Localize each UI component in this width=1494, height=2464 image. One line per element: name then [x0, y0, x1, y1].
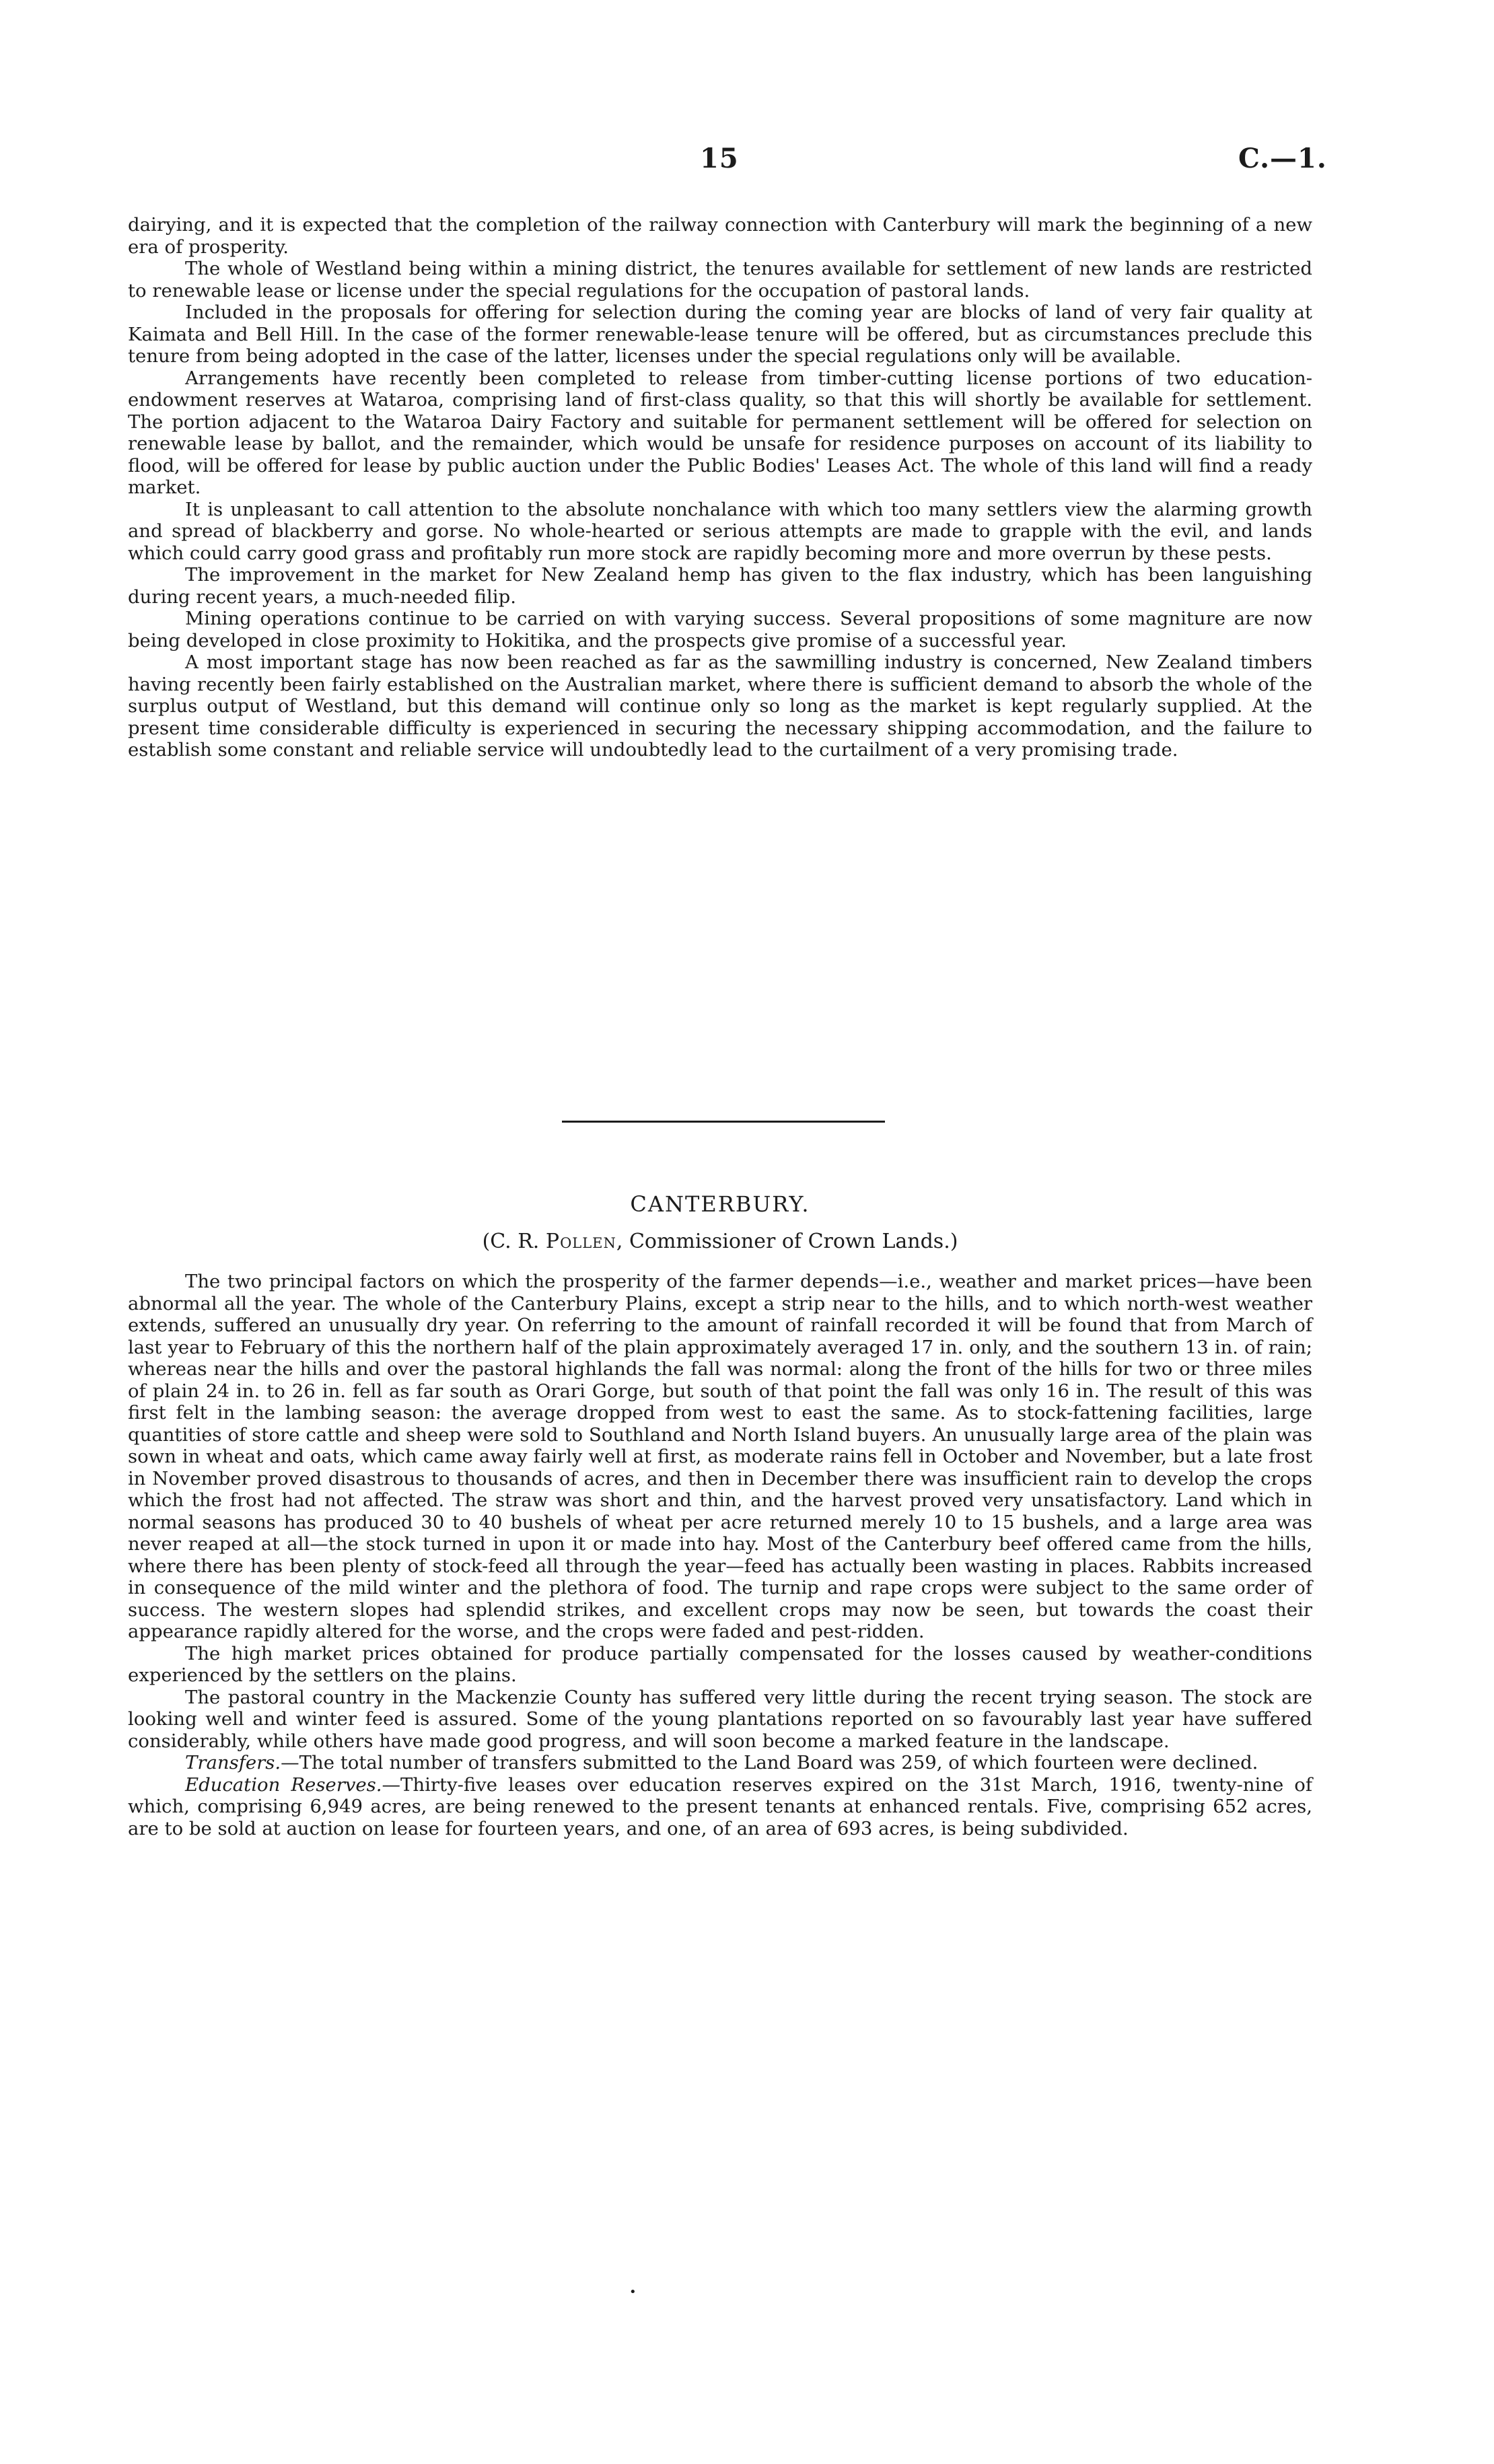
printer-mark: • [629, 2285, 637, 2299]
westland-report-section [128, 214, 1312, 761]
education-reserves-text: —Thirty-five leases over education reserves expired on the 31st March, 1916, twenty-nine of which, comprising 6,949 acres, are being renewed to the present tenants at enhanced rentals. Five, comprising 652 acres, are to be sold at auction on lease for fourteen years, and one, of an area of 693 acres, is being subdivided. [128, 1773, 1313, 1839]
paragraph: dairying, and it is expected that the completion of the railway connection with Canterbury will mark the beginning of a new era of prosperity. [128, 214, 1312, 258]
commissioner-surname: Pollen [545, 1230, 616, 1253]
paragraph: A most important stage has now been reached as far as the sawmilling industry is concerned, New Zealand timbers having recently been fairly established on the Australian market, where there is sufficient demand to absorb the whole of the surplus output of Westland, but this demand will continue only so long as the market is kept regularly supplied. At the present time considerable difficulty is experienced in securing the necessary shipping accommodation, and the failure to establish some constant and reliable service will undoubtedly lead to the curtailment of a very promising trade. [128, 652, 1312, 761]
paragraph: The high market prices obtained for produce partially compensated for the losses caused by weather-conditions experienced by the settlers on the plains. [128, 1642, 1312, 1686]
transfers-paragraph [128, 1752, 1312, 1774]
section-heading-canterbury: CANTERBURY. [630, 1191, 810, 1217]
commissioner-line [128, 1230, 1312, 1253]
paragraph: Included in the proposals for offering for selection during the coming year are blocks of land of very fair quality at Kaimata and Bell Hill. In the case of the former renewable-lease tenure will be offered, but as circumstances preclude this tenure from being adopted in the case of the latter, licenses under the special regulations only will be available. [128, 302, 1312, 367]
education-reserves-heading: Education Reserves. [185, 1773, 382, 1796]
transfers-heading: Transfers. [185, 1752, 281, 1773]
paragraph: Mining operations continue to be carried on with varying success. Several propositions of some magniture are now being developed in close proximity to Hokitika, and the prospects give promise of a successful year. [128, 608, 1312, 652]
paragraph: The improvement in the market for New Zealand hemp has given to the flax industry, which has been languishing during recent years, a much-needed filip. [128, 564, 1312, 608]
commissioner-initials: (C. R. [482, 1230, 546, 1253]
paragraph: It is unpleasant to call attention to the absolute nonchalance with which too many settlers view the alarming growth and spread of blackberry and gorse. No whole-hearted or serious attempts are made to grapple with the evil, and lands which could carry good grass and profitably run more stock are rapidly becoming more and more overrun by these pests. [128, 498, 1312, 564]
paragraph: The two principal factors on which the prosperity of the farmer depends—i.e., weather and market prices—have been abnormal all the year. The whole of the Canterbury Plains, except a strip near to the hills, and to which north-west weather extends, suffered an unusually dry year. On referring to the amount of rainfall recorded it will be found that from March of last year to February of this the northern half of the plain approximately averaged 17 in. only, and the southern 13 in. of rain; whereas near the hills and over the pastoral highlands the fall was normal: along the front of the hills for two or three miles of plain 24 in. to 26 in. fell as far south as Orari Gorge, but south of that point the fall was only 16 in. The result of this was first felt in the lambing season: the average dropped from west to east the same. As to stock-fattening facilities, large quantities of store cattle and sheep were sold to Southland and North Island buyers. An unusually large area of the plain was sown in wheat and oats, which came away fairly well at first, as moderate rains fell in October and November, but a late frost in November proved disastrous to thousands of acres, and then in December there was insufficient rain to develop the crops which the frost had not affected. The straw was short and thin, and the harvest proved very unsatisfactory. Land which in normal seasons has produced 30 to 40 bushels of wheat per acre returned merely 10 to 15 bushels, and a large area was never reaped at all—the stock turned in upon it or made into hay. Most of the Canterbury beef offered came from the hills, where there has been plenty of stock-feed all through the year—feed has actually been wasting in places. Rabbits increased in consequence of the mild winter and the plethora of food. The turnip and rape crops were subject to the same order of success. The western slopes had splendid strikes, and excellent crops may now be seen, but towards the coast their appearance rapidly altered for the worse, and the crops were faded and pest-ridden. [128, 1271, 1312, 1642]
education-reserves-paragraph [128, 1774, 1312, 1840]
section-divider [562, 1121, 885, 1123]
canterbury-report-section [128, 1271, 1312, 1839]
paragraph: Arrangements have recently been completed to release from timber-cutting license portions of two education-endowment reserves at Wataroa, comprising land of first-class quality, so that this will shortly be available for settlement. The portion adjacent to the Wataroa Dairy Factory and suitable for permanent settlement will be offered for selection on renewable lease by ballot, and the remainder, which would be unsafe for residence purposes on account of its liability to flood, will be offered for lease by public auction under the Public Bodies' Leases Act. The whole of this land will find a ready market. [128, 367, 1312, 498]
document-code: C.—1. [1238, 143, 1327, 174]
commissioner-title: , Commissioner of Crown Lands.) [616, 1230, 958, 1253]
paragraph: The whole of Westland being within a mining district, the tenures available for settlement of new lands are restricted to renewable lease or license under the special regulations for the occupation of pastoral lands. [128, 258, 1312, 302]
transfers-text: —The total number of transfers submitted to the Land Board was 259, of which fourteen were declined. [281, 1752, 1258, 1773]
page-number: 15 [700, 143, 739, 174]
paragraph: The pastoral country in the Mackenzie County has suffered very little during the recent trying season. The stock are looking well and winter feed is assured. Some of the young plantations reported on so favourably last year have suffered considerably, while others have made good progress, and will soon become a marked feature in the landscape. [128, 1686, 1312, 1752]
